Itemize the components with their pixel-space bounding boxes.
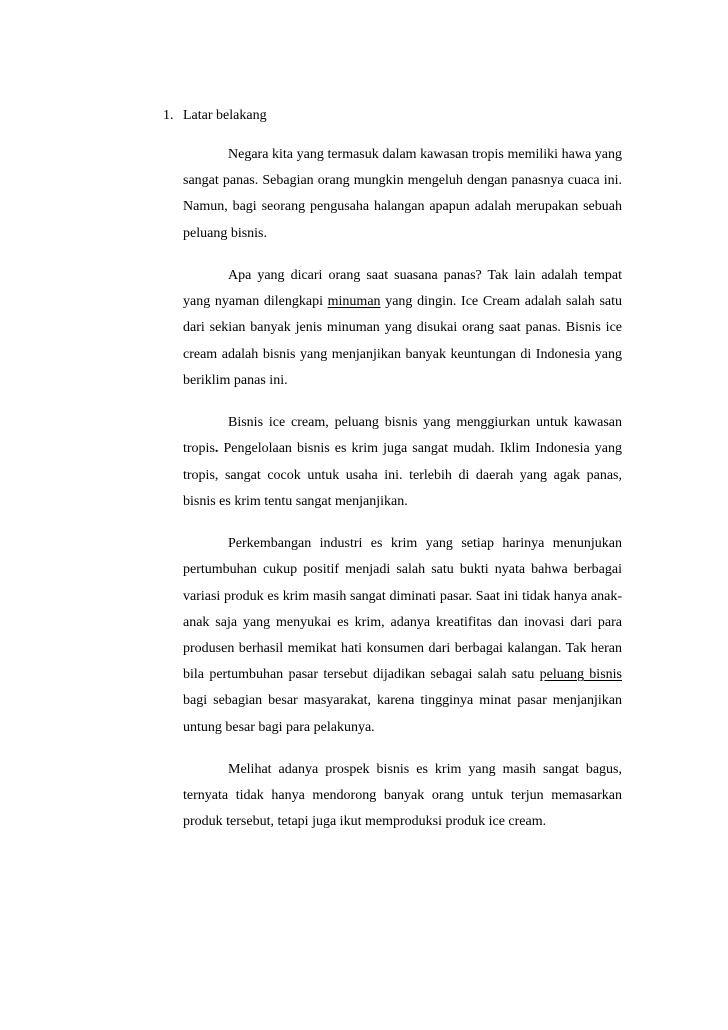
paragraph-4-text-start: Perkembangan industri es krim yang setiap harinya menunjukan pertumbuhan cukup positif menjadi salah satu bukti nyata bahwa berbagai variasi produk es krim masih sangat diminati pasar. Saat ini tidak hanya anak-anak saja yang menyukai es krim, adanya kreatifitas dan inovasi dari para produsen berhasil memikat hati konsumen dari berbagai kalangan. Tak heran bila pertumbuhan pasar tersebut dijadikan sebagai salah satu: [183, 536, 622, 683]
paragraph-4-text-end: bagi sebagian besar masyarakat, karena tingginya minat pasar menjanjikan untung besar bagi para pelakunya.: [183, 693, 622, 735]
paragraph-2: [183, 263, 622, 394]
minuman-link[interactable]: minuman: [327, 294, 381, 310]
paragraph-2-text-end: yang dingin. Ice Cream adalah salah satu dari sekian banyak jenis minuman yang disukai orang saat panas. Bisnis ice cream adalah bisnis yang menjanjikan banyak keuntungan di Indonesia yang beriklim panas ini.: [183, 294, 622, 388]
paragraph-2-text-start: Apa yang dicari orang saat suasana panas? Tak lain adalah tempat yang nyaman dilengkapi: [183, 268, 622, 310]
section-body: [183, 142, 622, 852]
paragraph-5: Melihat adanya prospek bisnis es krim yang masih sangat bagus, ternyata tidak hanya mendorong banyak orang untuk terjun memasarkan produk tersebut, tetapi juga ikut memproduksi produk ice cream.: [183, 762, 622, 830]
paragraph-4: [183, 531, 622, 741]
section-title: Latar belakang: [183, 108, 267, 123]
paragraph-3-text-end: Pengelolaan bisnis es krim juga sangat mudah. Iklim Indonesia yang tropis, sangat cocok untuk usaha ini. terlebih di daerah yang agak panas, bisnis es krim tentu sangat menjanjikan.: [183, 441, 622, 509]
section-heading: [163, 103, 267, 129]
bold-period: .: [214, 441, 219, 457]
paragraph-1: Negara kita yang termasuk dalam kawasan tropis memiliki hawa yang sangat panas. Sebagian orang mungkin mengeluh dengan panasnya cuaca ini. Namun, bagi seorang pengusaha halangan apapun adalah merupakan sebuah peluang bisnis.: [183, 147, 622, 241]
paragraph-3-text-start: Bisnis ice cream, peluang bisnis yang menggiurkan untuk kawasan tropis: [183, 415, 622, 457]
section-number: 1.: [163, 108, 174, 123]
peluang-bisnis-link[interactable]: peluang bisnis: [539, 667, 622, 683]
paragraph-3: [183, 410, 622, 515]
